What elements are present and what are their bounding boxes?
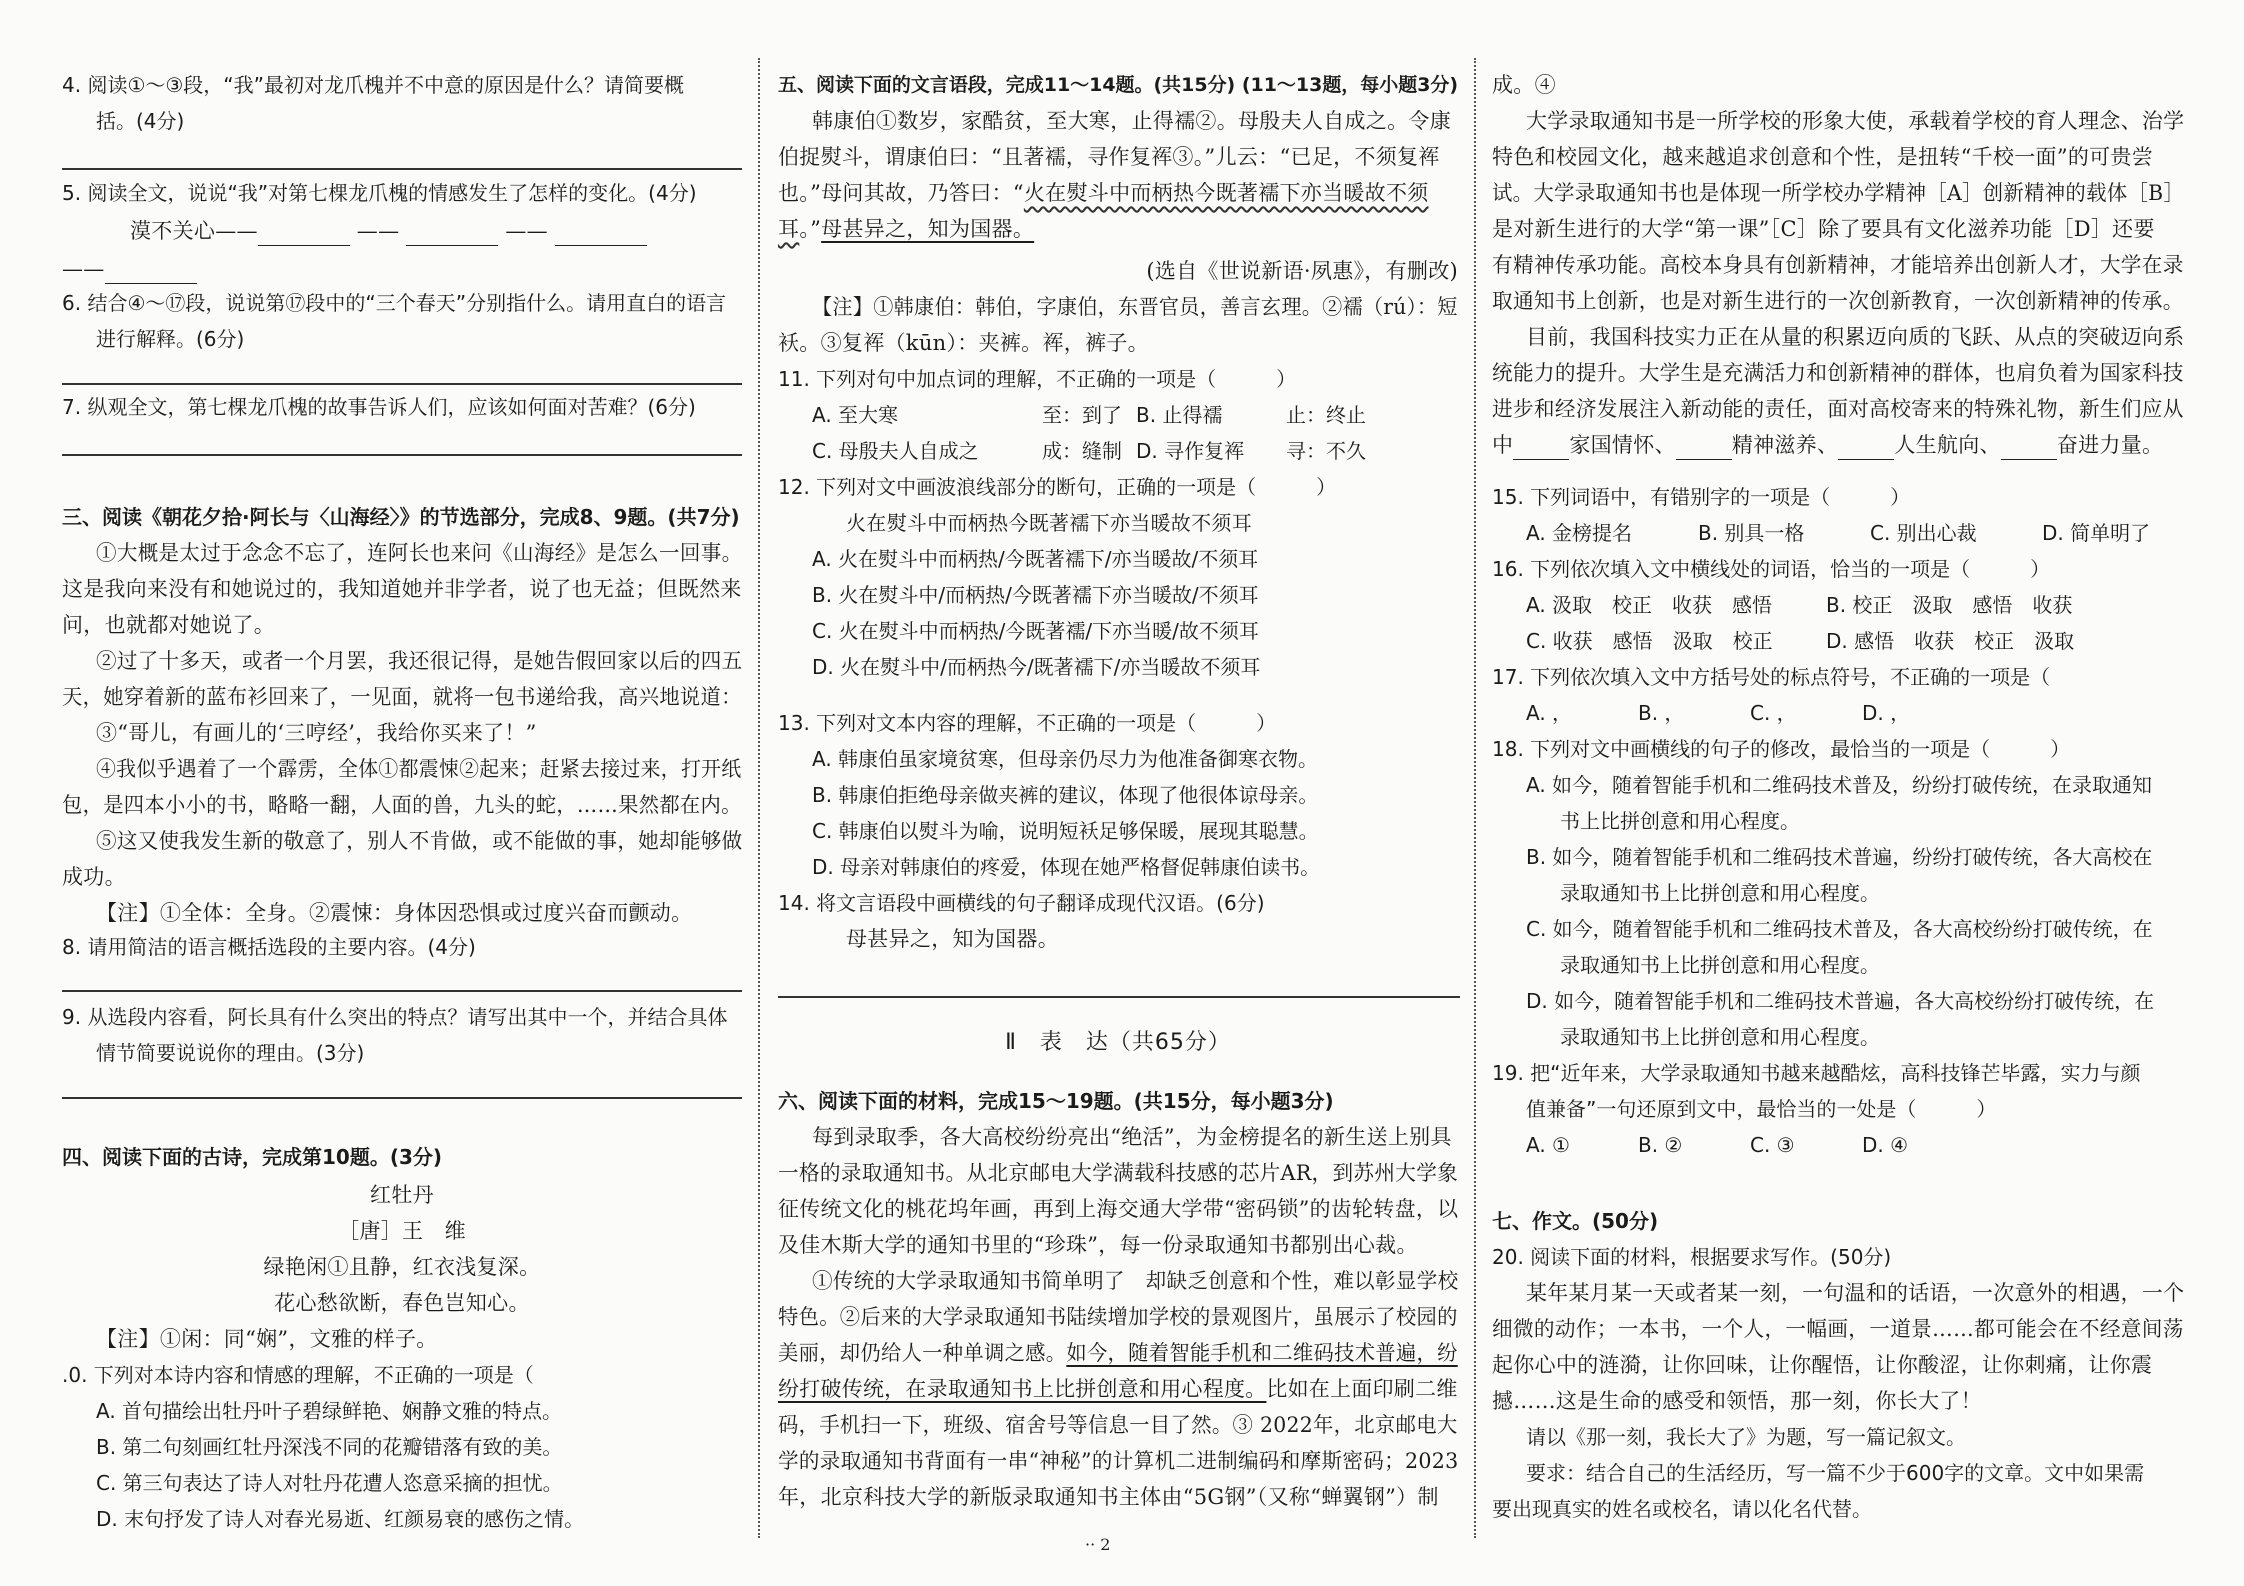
fill-text: 奋进力量。	[2056, 433, 2164, 457]
question-11: 11. 下列对句中加点词的理解，不正确的一项是（ ）	[778, 367, 1297, 391]
passage-line: 年，北京科技大学的新版录取通知书主体由“5G钢”（又称“蝉翼钢”）制	[778, 1485, 1439, 1509]
question-19: 19. 把“近年来，大学录取通知书越来越酷炫，高科技锋芒毕露，实力与颜	[1492, 1061, 2141, 1085]
essay-requirement: 要求：结合自己的生活经历，写一篇不少于600字的文章。文中如果需	[1526, 1461, 2145, 1485]
material-line: 某年某月某一天或者某一刻，一句温和的话语，一次意外的相遇，一个	[1526, 1281, 2185, 1305]
option-b[interactable]: B. 第二句刻画红牡丹深浅不同的花瓣错落有致的美。	[96, 1435, 563, 1459]
material-line: 起你心中的涟漪，让你回味，让你醒悟，让你酸涩，让你刺痛，让你震	[1492, 1353, 2153, 1377]
option-b[interactable]: B. 别具一格	[1698, 521, 1805, 545]
material-line: 细微的动作；一本书，一个人，一幅画，一道景……都可能会在不经意间荡	[1492, 1317, 2184, 1341]
fill-text: 中	[1492, 433, 1514, 457]
passage-text: 美丽，却仍给人一种单调之感。	[778, 1341, 1067, 1365]
essay-prompt: 请以《那一刻，我长大了》为题，写一篇记叙文。	[1526, 1425, 1966, 1449]
option-c[interactable]: C. 韩康伯以熨斗为喻，说明短袄足够保暖，展现其聪慧。	[812, 819, 1319, 843]
option-c[interactable]: C. ，	[1750, 701, 1797, 725]
passage-line: 进步和经济发展注入新动能的责任，面对高校寄来的特殊礼物，新生们应从	[1492, 397, 2184, 421]
question-5-chain	[130, 216, 647, 246]
page-number: ·· 2	[1085, 1535, 1111, 1554]
note: 【注】①闲：同“娴”，文雅的样子。	[96, 1327, 438, 1351]
passage-line: 成。④	[1492, 73, 1556, 97]
fill-text: 家国情怀、	[1569, 433, 1676, 457]
section-3-title: 三、阅读《朝花夕拾·阿长与〈山海经〉》的节选部分，完成8、9题。(共7分)	[62, 505, 740, 529]
option-c[interactable]: C. 别出心裁	[1870, 521, 1977, 545]
passage-text: 。”	[799, 217, 822, 241]
passage-line	[778, 178, 1429, 208]
passage-line	[778, 1374, 1458, 1404]
passage-line: 有精神传承功能。高校本身具有创新精神，才能培养出创新人才，大学在录	[1492, 253, 2184, 277]
passage-line: ③“哥儿，有画儿的‘三哼经’，我给你买来了！”	[96, 721, 537, 745]
option-c[interactable]: C. 火在熨斗中而柄热/今既著襦/下亦当暖/故不须耳	[812, 619, 1259, 643]
option-b[interactable]: B. ②	[1638, 1133, 1683, 1157]
option-b[interactable]: B. 如今，随着智能手机和二维码技术普遍，纷纷打破传统，各大高校在	[1526, 845, 2153, 869]
option-d[interactable]: D. 火在熨斗中/而柄热今/既著襦下/亦当暖故不须耳	[812, 655, 1261, 679]
material-line: 撼……这是生命的感受和领悟，那一刻，你长大了！	[1492, 1389, 1982, 1413]
option-b[interactable]: B. 校正 汲取 感悟 收获	[1826, 593, 2073, 617]
underlined-text: 如今，随着智能手机和二维码技术普遍，纷	[1066, 1341, 1458, 1365]
question-6: 6. 结合④～⑰段，说说第⑰段中的“三个春天”分别指什么。请用直白的语言	[62, 291, 727, 315]
options-row	[1526, 698, 1910, 728]
option-a[interactable]: A. ①	[1526, 1133, 1570, 1157]
option-label: A. 至大寒	[812, 403, 899, 427]
option-c[interactable]: C. 如今，随着智能手机和二维码技术普及，各大高校纷纷打破传统，在	[1526, 917, 2153, 941]
passage-line: ④我似乎遇着了一个霹雳，全体①都震悚②起来；赶紧去接过来，打开纸	[96, 757, 742, 781]
options-row	[1526, 590, 2072, 620]
blank[interactable]	[1513, 439, 1569, 460]
option-a[interactable]: A. 火在熨斗中而柄热/今既著襦下/亦当暖故/不须耳	[812, 547, 1259, 571]
passage-line: 特色。②后来的大学录取通知书陆续增加学校的景观图片，虽展示了校园的	[778, 1305, 1458, 1329]
option-d[interactable]: D. 如今，随着智能手机和二维码技术普遍，各大高校纷纷打破传统，在	[1526, 989, 2155, 1013]
passage-line: 伯捉熨斗，谓康伯曰：“且著襦，寻作复裈③。”儿云：“已足，不须复裈	[778, 145, 1440, 169]
section-4-title: 四、阅读下面的古诗，完成第10题。(3分)	[62, 1145, 443, 1169]
passage-line: 特色和校园文化，越来越追求创意和个性，是扭转“千校一面”的可贵尝	[1492, 145, 2154, 169]
passage-line: 及佳木斯大学的通知书里的“珍珠”，每一份录取通知书都别出心裁。	[778, 1233, 1418, 1257]
option-gloss: 成：缝制	[1042, 439, 1122, 463]
option-b-cont[interactable]: 录取通知书上比拼创意和用心程度。	[1560, 881, 1880, 905]
column-divider	[758, 58, 760, 1538]
chain-start: 漠不关心——	[130, 219, 258, 243]
question-15: 15. 下列词语中，有错别字的一项是（ ）	[1492, 485, 1911, 509]
passage-line: 试。大学录取通知书也是体现一所学校办学精神［A］创新精神的载体［B］	[1492, 181, 2185, 205]
fill-blank-line	[1492, 430, 2163, 460]
note: 【注】①韩康伯：韩伯，字康伯，东晋官员，善言玄理。②襦（rú）：短	[812, 295, 1458, 319]
poem-line: 花心愁欲断，春色岂知心。	[274, 1291, 530, 1315]
options-row	[1526, 626, 2074, 656]
question-14: 14. 将文言语段中画横线的句子翻译成现代汉语。(6分)	[778, 891, 1265, 915]
option-a[interactable]	[812, 400, 1142, 430]
left-column	[62, 0, 742, 1586]
middle-column	[778, 0, 1458, 1586]
option-a-cont[interactable]: 书上比拼创意和用心程度。	[1560, 809, 1800, 833]
question-4-cont: 括。(4分)	[96, 109, 185, 133]
passage-text: 也。”母问其故，乃答曰：“	[778, 181, 1024, 205]
option-a[interactable]: A. 金榜提名	[1526, 521, 1633, 545]
right-column	[1492, 0, 2184, 1586]
chain-dash: ——	[62, 257, 105, 281]
passage-text: 比如在上面印刷二维	[1266, 1377, 1458, 1401]
passage-line: 学的录取通知书背面有一串“神秘”的计算机二进制编码和摩斯密码；2023	[778, 1449, 1459, 1473]
option-d[interactable]: D. 感悟 收获 校正 汲取	[1826, 629, 2075, 653]
answer-line[interactable]	[62, 1097, 742, 1099]
passage-line: 天，她穿着新的蓝布衫回来了，一见面，就将一包书递给我，高兴地说道：	[62, 685, 742, 709]
option-label: D. 寻作复裈	[1136, 439, 1245, 463]
passage-line: 包，是四本小小的书，略略一翻，人面的兽，九头的蛇，……果然都在内。	[62, 793, 742, 817]
option-gloss: 寻：不久	[1286, 439, 1366, 463]
option-b[interactable]: B. 韩康伯拒绝母亲做夹裤的建议，体现了他很体谅母亲。	[812, 783, 1319, 807]
passage-line	[778, 1338, 1458, 1368]
passage-line: 每到录取季，各大高校纷纷亮出“绝活”，为金榜提名的新生送上别具	[812, 1125, 1452, 1149]
poem-title: 红牡丹	[370, 1183, 434, 1207]
blank[interactable]	[1676, 439, 1732, 460]
option-d-cont[interactable]: 录取通知书上比拼创意和用心程度。	[1560, 1025, 1880, 1049]
passage-line: 是对新生进行的大学“第一课”［C］除了要具有文化滋养功能［D］还要	[1492, 217, 2155, 241]
option-gloss: 止：终止	[1286, 403, 1366, 427]
underlined-text: 纷打破传统，在录取通知书上比拼创意和用心程度。	[778, 1377, 1267, 1401]
answer-line[interactable]	[62, 168, 742, 170]
option-a[interactable]: A. 韩康伯虽家境贫寒，但母亲仍尽力为他准备御寒衣物。	[812, 747, 1319, 771]
question-20: 20. 阅读下面的材料，根据要求写作。(50分)	[1492, 1245, 1892, 1269]
essay-requirement-cont: 要出现真实的姓名或校名，请以化名代替。	[1492, 1497, 1872, 1521]
passage-line: ⑤这又使我发生新的敬意了，别人不肯做，或不能做的事，她却能够做	[96, 829, 743, 853]
question-8: 8. 请用简洁的语言概括选段的主要内容。(4分)	[62, 935, 476, 959]
question-17: 17. 下列依次填入文中方括号处的标点符号，不正确的一项是（	[1492, 665, 2051, 689]
blank[interactable]	[105, 263, 197, 284]
option-a[interactable]: A. 如今，随着智能手机和二维码技术普及，纷纷打破传统，在录取通知	[1526, 773, 2153, 797]
option-b[interactable]: B. ，	[1638, 701, 1685, 725]
blank[interactable]	[1838, 439, 1894, 460]
option-b[interactable]: B. 火在熨斗中/而柄热/今既著襦下亦当暖故/不须耳	[812, 583, 1259, 607]
option-label: C. 母殷夫人自成之	[812, 439, 979, 463]
passage-line: 一格的录取通知书。从北京邮电大学满载科技感的芯片AR，到苏州大学象	[778, 1161, 1459, 1185]
note: 【注】①全体：全身。②震悚：身体因恐惧或过度兴奋而颤动。	[96, 901, 693, 925]
passage-line: 这是我向来没有和她说过的，我知道她并非学者，说了也无益；但既然来	[62, 577, 742, 601]
blank[interactable]	[406, 225, 498, 246]
option-c-cont[interactable]: 录取通知书上比拼创意和用心程度。	[1560, 953, 1880, 977]
passage-line: 大学录取通知书是一所学校的形象大使，承载着学校的育人理念、治学	[1526, 109, 2185, 133]
question-10: .0. 下列对本诗内容和情感的理解，不正确的一项是（	[62, 1363, 534, 1387]
option-d[interactable]: D. ，	[1862, 701, 1911, 725]
chain-dash: ——	[356, 219, 400, 243]
section-6-title: 六、阅读下面的材料，完成15～19题。(共15分，每小题3分)	[778, 1089, 1334, 1113]
section-5-title: 五、阅读下面的文言语段，完成11～14题。(共15分) (11～13题，每小题3分)	[778, 74, 1459, 96]
section-7-title: 七、作文。(50分)	[1492, 1209, 1659, 1233]
passage-line: 韩康伯①数岁，家酷贫，至大寒，止得襦②。母殷夫人自成之。令康	[812, 109, 1451, 133]
sentence: 母甚异之，知为国器。	[846, 927, 1059, 951]
passage-line: 码，手机扫一下，班级、宿舍号等信息一目了然。③ 2022年，北京邮电大	[778, 1413, 1458, 1437]
question-5-chain-2	[62, 254, 197, 284]
option-gloss: 至：到了	[1042, 403, 1122, 427]
option-label: B. 止得襦	[1136, 403, 1223, 427]
wavy-underlined-text: 耳	[778, 217, 800, 241]
poem-line: 绿艳闲①且静，红衣浅复深。	[263, 1255, 541, 1279]
question-7: 7. 纵观全文，第七棵龙爪槐的故事告诉人们，应该如何面对苦难？(6分)	[62, 395, 696, 419]
question-12: 12. 下列对文中画波浪线部分的断句，正确的一项是（ ）	[778, 475, 1337, 499]
question-6-cont: 进行解释。(6分)	[96, 327, 245, 351]
question-18: 18. 下列对文中画横线的句子的修改，最恰当的一项是（ ）	[1492, 737, 2071, 761]
option-c[interactable]: C. 第三句表达了诗人对牡丹花遭人恣意采摘的担忧。	[96, 1471, 563, 1495]
option-d[interactable]	[1136, 436, 1366, 466]
wavy-underlined-text: 火在熨斗中而柄热今既著襦下亦当暖故不须	[1023, 181, 1429, 205]
question-19-cont: 值兼备”一句还原到文中，最恰当的一处是（ ）	[1526, 1097, 1997, 1121]
blank[interactable]	[555, 225, 647, 246]
passage-line: 问，也就都对她说了。	[62, 613, 275, 637]
option-d[interactable]: D. ④	[1862, 1133, 1909, 1157]
answer-line[interactable]	[778, 996, 1460, 998]
question-4: 4. 阅读①～③段，“我”最初对龙爪槐并不中意的原因是什么？请简要概	[62, 73, 685, 97]
option-a[interactable]: A. ，	[1526, 701, 1573, 725]
passage-line	[778, 214, 1034, 244]
passage-line: 成功。	[62, 865, 126, 889]
column-divider	[1474, 58, 1476, 1538]
passage-line: ①大概是太过于念念不忘了，连阿长也来问《山海经》是怎么一回事。	[96, 541, 743, 565]
option-c[interactable]: C. ③	[1750, 1133, 1795, 1157]
poem-author: ［唐］王 维	[338, 1219, 466, 1243]
question-9: 9. 从选段内容看，阿长具有什么突出的特点？请写出其中一个，并结合具体	[62, 1005, 728, 1029]
option-a[interactable]: A. 首句描绘出牡丹叶子碧绿鲜艳、娴静文雅的特点。	[96, 1399, 563, 1423]
passage-line: 征传统文化的桃花坞年画，再到上海交通大学带“密码锁”的齿轮转盘，以	[778, 1197, 1459, 1221]
fill-text: 精神滋养、	[1731, 433, 1839, 457]
blank[interactable]	[2001, 439, 2057, 460]
chain-dash: ——	[505, 219, 548, 243]
passage-line: ①传统的大学录取通知书简单明了 却缺乏创意和个性，难以彰显学校	[812, 1269, 1459, 1293]
blank[interactable]	[258, 225, 350, 246]
option-c[interactable]	[812, 436, 1142, 466]
option-b[interactable]	[1136, 400, 1366, 430]
option-d[interactable]: D. 简单明了	[2042, 521, 2151, 545]
fill-text: 人生航向、	[1894, 433, 2001, 457]
option-d[interactable]: D. 母亲对韩康伯的疼爱，体现在她严格督促韩康伯读书。	[812, 855, 1321, 879]
question-16: 16. 下列依次填入文中横线处的词语，恰当的一项是（ ）	[1492, 557, 2051, 581]
passage-line: 目前，我国科技实力正在从量的积累迈向质的飞跃、从点的突破迈向系	[1526, 325, 2185, 349]
answer-line[interactable]	[62, 990, 742, 992]
options-row	[1526, 518, 2150, 548]
answer-line[interactable]	[62, 454, 742, 456]
question-5: 5. 阅读全文，说说“我”对第七棵龙爪槐的情感发生了怎样的变化。(4分)	[62, 181, 697, 205]
passage-line: ②过了十多天，或者一个月罢，我还很记得，是她告假回家以后的四五	[96, 649, 743, 673]
passage-line: 统能力的提升。大学生是充满活力和创新精神的群体，也肩负着为国家科技	[1492, 361, 2184, 385]
options-row	[1526, 1130, 1908, 1160]
sentence: 火在熨斗中而柄热今既著襦下亦当暖故不须耳	[846, 511, 1252, 535]
answer-line[interactable]	[62, 383, 742, 385]
option-d[interactable]: D. 末句抒发了诗人对春光易逝、红颜易衰的感伤之情。	[96, 1507, 585, 1531]
question-9-cont: 情节简要说说你的理由。(3分)	[96, 1041, 365, 1065]
source-citation: (选自《世说新语·夙惠》，有删改)	[1146, 259, 1458, 283]
question-13: 13. 下列对文本内容的理解，不正确的一项是（ ）	[778, 711, 1277, 735]
option-c[interactable]: C. 收获 感悟 汲取 校正	[1526, 629, 1773, 653]
part-2-title: Ⅱ 表 达（共65分）	[1005, 1030, 1231, 1055]
underlined-text: 母甚异之，知为国器。	[821, 217, 1035, 241]
passage-line: 取通知书上创新，也是对新生进行的一次创新教育，一次创新精神的传承。	[1492, 289, 2184, 313]
option-a[interactable]: A. 汲取 校正 收获 感悟	[1526, 593, 1773, 617]
note: 袄。③复裈（kūn）：夹裤。裈，裤子。	[778, 331, 1149, 355]
